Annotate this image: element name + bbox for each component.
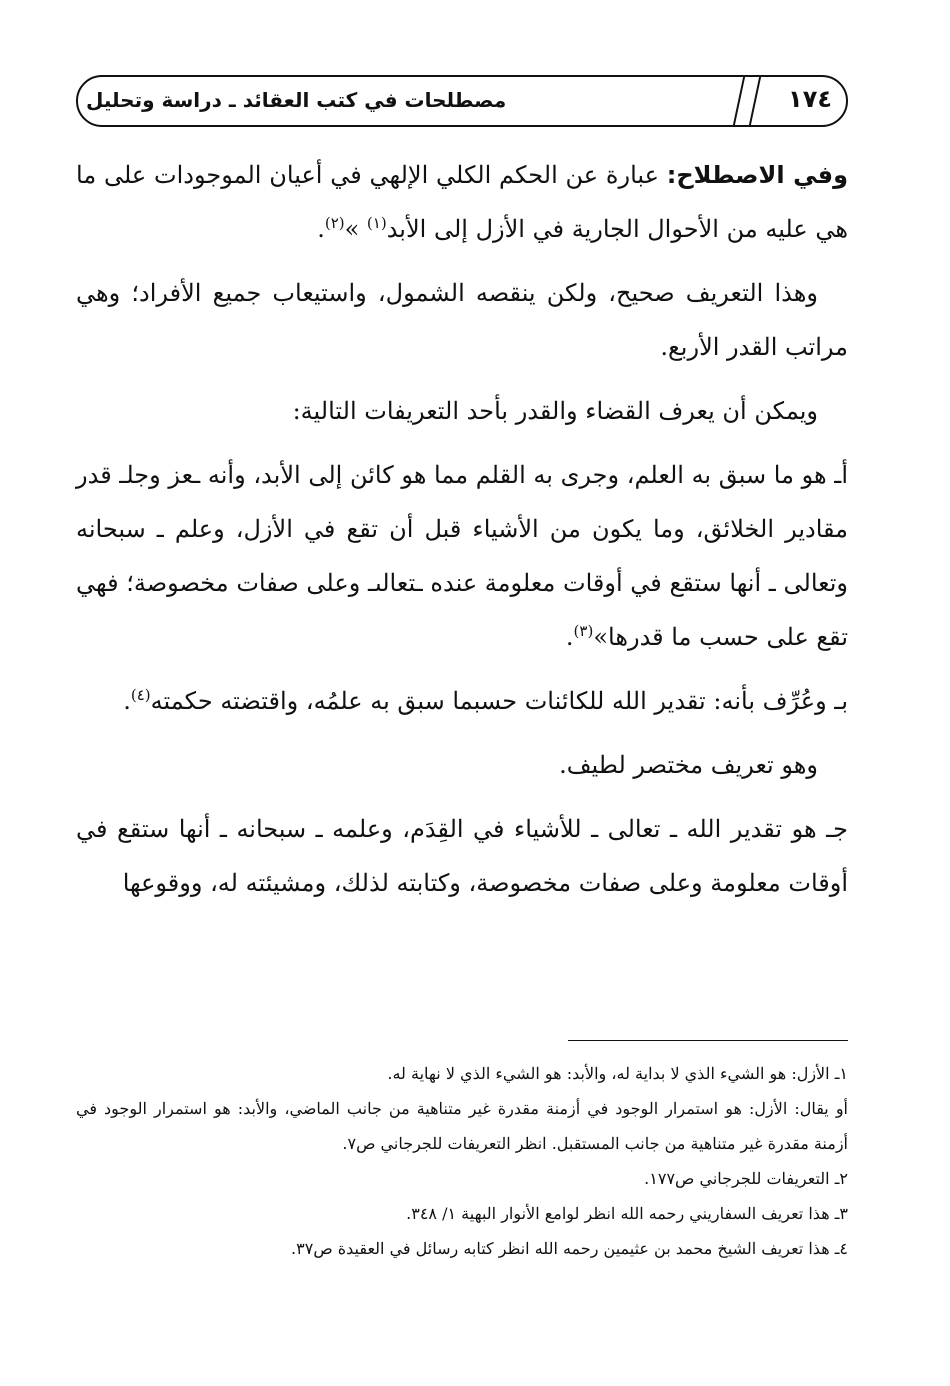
book-title: مصطلحات في كتب العقائد ـ دراسة وتحليل (86, 88, 507, 112)
footnotes (76, 1056, 848, 1266)
header-divider (733, 77, 745, 125)
paragraph-text: عبارة عن الحكم الكلي الإلهي في أعيان الموجودات على ما هي عليه من الأحوال الجارية في الأزل إلى الأبد (76, 161, 848, 243)
footnote-separator (568, 1040, 848, 1041)
paragraph-text: . (317, 215, 325, 243)
page-number: ١٧٤ (788, 85, 832, 113)
paragraph-item-b (76, 674, 848, 728)
paragraph: ويمكن أن يعرف القضاء والقدر بأحد التعريفات التالية: (292, 397, 818, 425)
paragraph-text: . (565, 623, 574, 651)
term-istilah: وفي الاصطلاح: (666, 161, 848, 189)
paragraph-definition (76, 148, 848, 256)
paragraph: وهذا التعريف صحيح، ولكن ينقصه الشمول، واستيعاب جميع الأفراد؛ وهي مراتب القدر الأربع. (76, 279, 848, 361)
paragraph-text: » (344, 215, 367, 243)
footnote-3: ٣ـ هذا تعريف السفاريني رحمه الله انظر لوامع الأنوار البهية ١/ ٣٤٨. (406, 1204, 848, 1223)
paragraph-item-c: جـ هو تقدير الله ـ تعالى ـ للأشياء في القِدَم، وعلمه ـ سبحانه ـ أنها ستقع في أوقات معلومة وعلى صفات مخصوصة، وكتابته لذلك، ومشيئته له، ووقوعها (76, 815, 848, 897)
footnote-ref: (٣) (573, 622, 594, 640)
paragraph: وهو تعريف مختصر لطيف. (559, 751, 818, 779)
paragraph-item-a (76, 448, 848, 664)
paragraph-text: أـ هو ما سبق به العلم، وجرى به القلم مما هو كائن إلى الأبد، وأنه ـعز وجلـ قدر مقادير الخلائق، وما يكون من الأشياء قبل أن تقع في الأزل، وعلم ـ سبحانه وتعالى ـ أنها ستقع في أوقات معلومة عنده ـتعالىـ وعلى صفات مخصوصة؛ فهي تقع على حسب ما قدرها» (76, 461, 848, 651)
paragraph-text: . (123, 687, 131, 715)
paragraph-text: بـ وعُرِّف بأنه: تقدير الله للكائنات حسبما سبق به علمُه، واقتضته حكمته (150, 687, 848, 715)
footnote-1: ١ـ الأزل: هو الشيء الذي لا بداية له، والأبد: هو الشيء الذي لا نهاية له. (387, 1064, 848, 1083)
footnote-ref: (٢) (324, 214, 345, 232)
footnote-2: ٢ـ التعريفات للجرجاني ص١٧٧. (644, 1169, 848, 1188)
running-header (76, 75, 848, 127)
header-divider (749, 77, 761, 125)
main-text (76, 148, 848, 920)
footnote-1-continued: أو يقال: الأزل: هو استمرار الوجود في أزمنة مقدرة غير متناهية من جانب الماضي، والأبد: هو استمرار الوجود في أزمنة مقدرة غير متناهية من جانب المستقبل. انظر التعريفات للجرجاني ص٧. (76, 1099, 848, 1153)
footnote-ref: (٤) (130, 686, 151, 704)
footnote-4: ٤ـ هذا تعريف الشيخ محمد بن عثيمين رحمه الله انظر كتابه رسائل في العقيدة ص٣٧. (291, 1239, 848, 1258)
footnote-ref: (١) (366, 214, 387, 232)
